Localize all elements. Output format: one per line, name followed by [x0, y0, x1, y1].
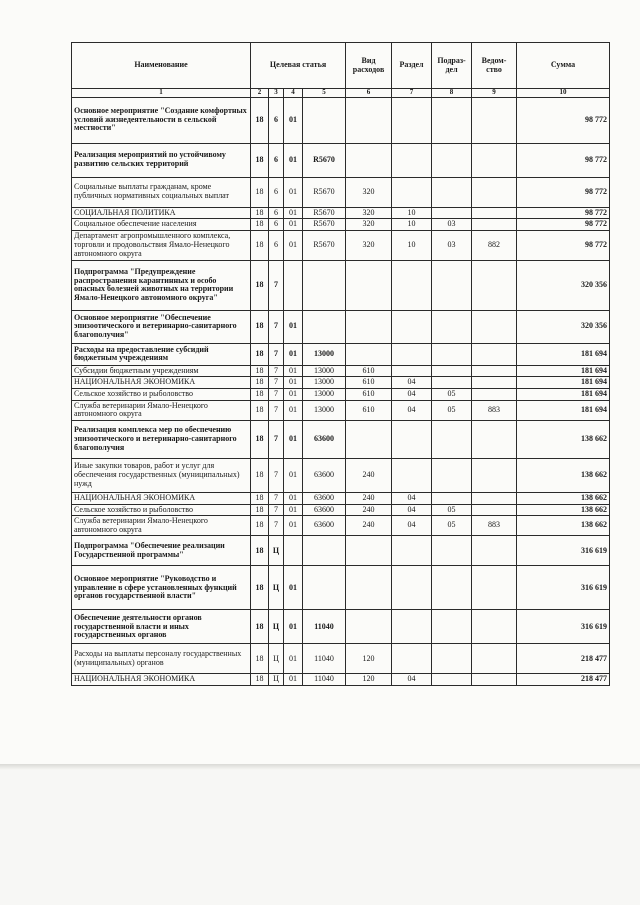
cell-razdel	[392, 644, 432, 674]
row-name: Обеспечение деятельности органов государственной власти и иных государственных органов	[72, 610, 251, 644]
row-name: Иные закупки товаров, работ и услуг для обеспечения государственных (муниципальных) нужд	[72, 458, 251, 492]
header-vedomstvo: Ведом-ство	[472, 43, 517, 89]
cell-summa: 138 662	[517, 458, 610, 492]
cell-vid: 320	[346, 177, 392, 207]
cell-direction: 63600	[303, 504, 346, 516]
cell-razdel: 10	[392, 207, 432, 219]
cell-program: 18	[251, 566, 269, 610]
cell-vedomstvo	[472, 177, 517, 207]
row-name: Реализация комплекса мер по обеспечению эпизоотического и ветеринарно-санитарного благополучия	[72, 420, 251, 458]
row-name: Основное мероприятие "Обеспечение эпизоотического и ветеринарно-санитарного благополучия"	[72, 310, 251, 343]
cell-podrazdel	[432, 143, 472, 177]
cell-podrazdel	[432, 536, 472, 566]
table-row	[72, 389, 610, 401]
row-name: Расходы на выплаты персоналу государственных (муниципальных) органов	[72, 644, 251, 674]
cell-activity: 01	[284, 610, 303, 644]
cell-subprogram: 7	[269, 365, 284, 377]
cell-vedomstvo	[472, 143, 517, 177]
table-row	[72, 492, 610, 504]
table-row	[72, 207, 610, 219]
cell-subprogram: Ц	[269, 644, 284, 674]
cell-subprogram: Ц	[269, 566, 284, 610]
cell-vid: 120	[346, 674, 392, 686]
cell-vid	[346, 610, 392, 644]
header-razdel: Раздел	[392, 43, 432, 89]
cell-podrazdel	[432, 566, 472, 610]
cell-summa: 316 619	[517, 536, 610, 566]
cell-program: 18	[251, 343, 269, 365]
cell-program: 18	[251, 674, 269, 686]
cell-razdel: 04	[392, 389, 432, 401]
cell-program: 18	[251, 400, 269, 420]
cell-razdel: 04	[392, 492, 432, 504]
row-name: Сельское хозяйство и рыболовство	[72, 389, 251, 401]
header-summa: Сумма	[517, 43, 610, 89]
cell-activity: 01	[284, 310, 303, 343]
cell-summa: 181 694	[517, 400, 610, 420]
cell-program: 18	[251, 516, 269, 536]
row-name: Подпрограмма "Предупреждение распространения карантинных и особо опасных болезней животных на территории Ямало-Ненецкого автономного округа"	[72, 260, 251, 310]
cell-direction: 63600	[303, 420, 346, 458]
cell-subprogram: 7	[269, 458, 284, 492]
cell-vid: 320	[346, 219, 392, 231]
row-name: Основное мероприятие "Руководство и управление в сфере установленных функций органов государственной власти"	[72, 566, 251, 610]
table-row	[72, 458, 610, 492]
cell-vedomstvo: 882	[472, 230, 517, 260]
cell-subprogram: 6	[269, 230, 284, 260]
cell-vedomstvo	[472, 377, 517, 389]
table-row	[72, 536, 610, 566]
cell-summa: 316 619	[517, 610, 610, 644]
cell-vid	[346, 97, 392, 143]
row-name: Департамент агропромышленного комплекса, торговли и продовольствия Ямало-Ненецкого автономного округа	[72, 230, 251, 260]
cell-podrazdel	[432, 260, 472, 310]
cell-vid: 240	[346, 504, 392, 516]
cell-vedomstvo	[472, 610, 517, 644]
table-row	[72, 644, 610, 674]
cell-vid	[346, 536, 392, 566]
cell-vedomstvo	[472, 420, 517, 458]
cell-vedomstvo	[472, 365, 517, 377]
cell-podrazdel	[432, 492, 472, 504]
row-name: Социальное обеспечение населения	[72, 219, 251, 231]
cell-summa: 320 356	[517, 310, 610, 343]
cell-direction: 11040	[303, 610, 346, 644]
cell-program: 18	[251, 420, 269, 458]
cell-subprogram: 7	[269, 492, 284, 504]
cell-vid: 320	[346, 230, 392, 260]
cell-summa: 316 619	[517, 566, 610, 610]
cell-podrazdel: 05	[432, 504, 472, 516]
cell-vedomstvo	[472, 219, 517, 231]
cell-direction: 13000	[303, 389, 346, 401]
header-vid: Вид расходов	[346, 43, 392, 89]
cell-summa: 138 662	[517, 492, 610, 504]
row-name: Служба ветеринарии Ямало-Ненецкого автономного округа	[72, 516, 251, 536]
cell-vid: 120	[346, 644, 392, 674]
cell-activity: 01	[284, 516, 303, 536]
cell-subprogram: 7	[269, 343, 284, 365]
cell-summa: 138 662	[517, 516, 610, 536]
table-row	[72, 504, 610, 516]
cell-activity: 01	[284, 400, 303, 420]
cell-direction: 11040	[303, 674, 346, 686]
cell-razdel	[392, 420, 432, 458]
cell-summa: 218 477	[517, 644, 610, 674]
cell-vedomstvo: 883	[472, 400, 517, 420]
table-row	[72, 230, 610, 260]
cell-vid: 240	[346, 516, 392, 536]
cell-program: 18	[251, 177, 269, 207]
cell-subprogram: 7	[269, 377, 284, 389]
cell-program: 18	[251, 644, 269, 674]
cell-vedomstvo	[472, 504, 517, 516]
cell-vedomstvo	[472, 644, 517, 674]
cell-summa: 218 477	[517, 674, 610, 686]
table-row	[72, 219, 610, 231]
cell-activity: 01	[284, 420, 303, 458]
table-row	[72, 610, 610, 644]
cell-direction: 11040	[303, 644, 346, 674]
row-name: Сельское хозяйство и рыболовство	[72, 504, 251, 516]
cell-razdel	[392, 177, 432, 207]
cell-razdel	[392, 97, 432, 143]
cell-vid: 610	[346, 377, 392, 389]
cell-program: 18	[251, 219, 269, 231]
header-podrazdel: Подраз-дел	[432, 43, 472, 89]
cell-razdel: 04	[392, 504, 432, 516]
cell-subprogram: 6	[269, 143, 284, 177]
cell-activity: 01	[284, 377, 303, 389]
cell-subprogram: 6	[269, 177, 284, 207]
row-name: Субсидии бюджетным учреждениям	[72, 365, 251, 377]
cell-vid: 320	[346, 207, 392, 219]
cell-summa: 98 772	[517, 143, 610, 177]
cell-activity: 01	[284, 492, 303, 504]
cell-program: 18	[251, 610, 269, 644]
cell-vedomstvo	[472, 536, 517, 566]
cell-program: 18	[251, 365, 269, 377]
cell-vid	[346, 566, 392, 610]
cell-podrazdel	[432, 610, 472, 644]
cell-vid: 610	[346, 400, 392, 420]
table-row	[72, 143, 610, 177]
cell-activity: 01	[284, 343, 303, 365]
cell-direction	[303, 310, 346, 343]
row-name: Основное мероприятие "Создание комфортных условий жизнедеятельности в сельской местности"	[72, 97, 251, 143]
cell-summa: 98 772	[517, 230, 610, 260]
cell-subprogram: 6	[269, 219, 284, 231]
cell-vid	[346, 143, 392, 177]
table-body	[72, 97, 610, 686]
cell-podrazdel: 03	[432, 230, 472, 260]
column-number: 2	[251, 89, 269, 98]
cell-podrazdel	[432, 458, 472, 492]
cell-direction: 63600	[303, 492, 346, 504]
cell-razdel	[392, 458, 432, 492]
cell-activity: 01	[284, 207, 303, 219]
cell-program: 18	[251, 260, 269, 310]
table-row	[72, 310, 610, 343]
table-row	[72, 377, 610, 389]
cell-direction: 13000	[303, 400, 346, 420]
cell-activity: 01	[284, 389, 303, 401]
cell-activity: 01	[284, 97, 303, 143]
cell-program: 18	[251, 536, 269, 566]
cell-program: 18	[251, 492, 269, 504]
scan-edge	[0, 764, 640, 770]
cell-subprogram: 7	[269, 420, 284, 458]
row-name: Расходы на предоставление субсидий бюджетным учреждениям	[72, 343, 251, 365]
cell-activity: 01	[284, 143, 303, 177]
row-name: НАЦИОНАЛЬНАЯ ЭКОНОМИКА	[72, 674, 251, 686]
cell-razdel	[392, 536, 432, 566]
cell-activity: 01	[284, 674, 303, 686]
cell-vedomstvo	[472, 207, 517, 219]
column-number: 6	[346, 89, 392, 98]
cell-direction	[303, 97, 346, 143]
cell-vid	[346, 310, 392, 343]
cell-program: 18	[251, 458, 269, 492]
cell-activity	[284, 260, 303, 310]
cell-activity: 01	[284, 219, 303, 231]
table-row	[72, 177, 610, 207]
column-number: 5	[303, 89, 346, 98]
cell-program: 18	[251, 143, 269, 177]
column-number: 1	[72, 89, 251, 98]
cell-summa: 98 772	[517, 177, 610, 207]
cell-razdel: 10	[392, 230, 432, 260]
budget-table	[71, 42, 610, 686]
cell-podrazdel: 03	[432, 219, 472, 231]
cell-subprogram: Ц	[269, 674, 284, 686]
cell-podrazdel: 05	[432, 400, 472, 420]
row-name: Реализация мероприятий по устойчивому развитию сельских территорий	[72, 143, 251, 177]
cell-vid: 610	[346, 389, 392, 401]
cell-direction: R5670	[303, 230, 346, 260]
cell-vid: 240	[346, 458, 392, 492]
cell-summa: 138 662	[517, 420, 610, 458]
column-number: 10	[517, 89, 610, 98]
table-row	[72, 97, 610, 143]
column-number: 3	[269, 89, 284, 98]
cell-razdel	[392, 365, 432, 377]
cell-direction: 13000	[303, 343, 346, 365]
cell-vid: 610	[346, 365, 392, 377]
cell-subprogram: 6	[269, 207, 284, 219]
table-row	[72, 674, 610, 686]
cell-summa: 98 772	[517, 207, 610, 219]
cell-direction: 13000	[303, 377, 346, 389]
cell-subprogram: 7	[269, 260, 284, 310]
cell-summa: 98 772	[517, 219, 610, 231]
row-name: НАЦИОНАЛЬНАЯ ЭКОНОМИКА	[72, 492, 251, 504]
cell-podrazdel	[432, 207, 472, 219]
cell-summa: 181 694	[517, 377, 610, 389]
cell-activity: 01	[284, 177, 303, 207]
cell-podrazdel	[432, 420, 472, 458]
cell-vid: 240	[346, 492, 392, 504]
row-name: Подпрограмма "Обеспечение реализации Государственной программы"	[72, 536, 251, 566]
cell-summa: 98 772	[517, 97, 610, 143]
cell-direction	[303, 260, 346, 310]
cell-activity: 01	[284, 365, 303, 377]
column-number: 7	[392, 89, 432, 98]
cell-subprogram: 7	[269, 400, 284, 420]
cell-vedomstvo	[472, 260, 517, 310]
cell-subprogram: 7	[269, 516, 284, 536]
table-row	[72, 420, 610, 458]
cell-summa: 181 694	[517, 365, 610, 377]
cell-summa: 181 694	[517, 389, 610, 401]
cell-program: 18	[251, 504, 269, 516]
row-name: НАЦИОНАЛЬНАЯ ЭКОНОМИКА	[72, 377, 251, 389]
header-name: Наименование	[72, 43, 251, 89]
column-number: 8	[432, 89, 472, 98]
table-row	[72, 260, 610, 310]
cell-direction: 13000	[303, 365, 346, 377]
cell-razdel	[392, 566, 432, 610]
cell-direction	[303, 536, 346, 566]
cell-podrazdel: 05	[432, 516, 472, 536]
cell-vedomstvo	[472, 97, 517, 143]
table-row	[72, 400, 610, 420]
cell-direction: 63600	[303, 458, 346, 492]
cell-vedomstvo	[472, 343, 517, 365]
cell-subprogram: 6	[269, 97, 284, 143]
column-number: 4	[284, 89, 303, 98]
cell-razdel: 04	[392, 674, 432, 686]
cell-program: 18	[251, 310, 269, 343]
table-row	[72, 516, 610, 536]
cell-podrazdel	[432, 365, 472, 377]
cell-razdel	[392, 143, 432, 177]
cell-summa: 181 694	[517, 343, 610, 365]
cell-razdel	[392, 343, 432, 365]
table-row	[72, 343, 610, 365]
cell-direction: R5670	[303, 143, 346, 177]
cell-podrazdel	[432, 644, 472, 674]
cell-summa: 320 356	[517, 260, 610, 310]
cell-razdel	[392, 260, 432, 310]
cell-razdel	[392, 610, 432, 644]
header-target: Целевая статья	[251, 43, 346, 89]
row-name: СОЦИАЛЬНАЯ ПОЛИТИКА	[72, 207, 251, 219]
cell-activity	[284, 536, 303, 566]
cell-direction: R5670	[303, 219, 346, 231]
cell-podrazdel	[432, 97, 472, 143]
cell-vedomstvo	[472, 458, 517, 492]
table-row	[72, 566, 610, 610]
cell-vedomstvo	[472, 674, 517, 686]
cell-activity: 01	[284, 458, 303, 492]
cell-podrazdel	[432, 343, 472, 365]
cell-subprogram: 7	[269, 504, 284, 516]
cell-activity: 01	[284, 504, 303, 516]
cell-vedomstvo: 883	[472, 516, 517, 536]
table-row	[72, 365, 610, 377]
row-name: Служба ветеринарии Ямало-Ненецкого автономного округа	[72, 400, 251, 420]
cell-podrazdel	[432, 377, 472, 389]
cell-vedomstvo	[472, 492, 517, 504]
cell-direction: 63600	[303, 516, 346, 536]
cell-activity: 01	[284, 230, 303, 260]
cell-direction	[303, 566, 346, 610]
cell-razdel: 04	[392, 400, 432, 420]
cell-vid	[346, 260, 392, 310]
cell-podrazdel	[432, 177, 472, 207]
cell-podrazdel: 05	[432, 389, 472, 401]
column-number: 9	[472, 89, 517, 98]
cell-podrazdel	[432, 674, 472, 686]
cell-activity: 01	[284, 644, 303, 674]
cell-subprogram: 7	[269, 310, 284, 343]
row-name: Социальные выплаты гражданам, кроме публичных нормативных социальных выплат	[72, 177, 251, 207]
cell-program: 18	[251, 97, 269, 143]
cell-program: 18	[251, 207, 269, 219]
cell-subprogram: Ц	[269, 536, 284, 566]
cell-razdel	[392, 310, 432, 343]
cell-vedomstvo	[472, 310, 517, 343]
cell-subprogram: 7	[269, 389, 284, 401]
cell-program: 18	[251, 377, 269, 389]
cell-razdel: 04	[392, 377, 432, 389]
column-number-row	[72, 89, 610, 98]
cell-program: 18	[251, 230, 269, 260]
cell-podrazdel	[432, 310, 472, 343]
cell-program: 18	[251, 389, 269, 401]
cell-direction: R5670	[303, 207, 346, 219]
cell-direction: R5670	[303, 177, 346, 207]
header-row	[72, 43, 610, 89]
cell-subprogram: Ц	[269, 610, 284, 644]
cell-razdel: 04	[392, 516, 432, 536]
cell-vedomstvo	[472, 566, 517, 610]
cell-summa: 138 662	[517, 504, 610, 516]
cell-vedomstvo	[472, 389, 517, 401]
cell-razdel: 10	[392, 219, 432, 231]
cell-activity: 01	[284, 566, 303, 610]
cell-vid	[346, 343, 392, 365]
cell-vid	[346, 420, 392, 458]
